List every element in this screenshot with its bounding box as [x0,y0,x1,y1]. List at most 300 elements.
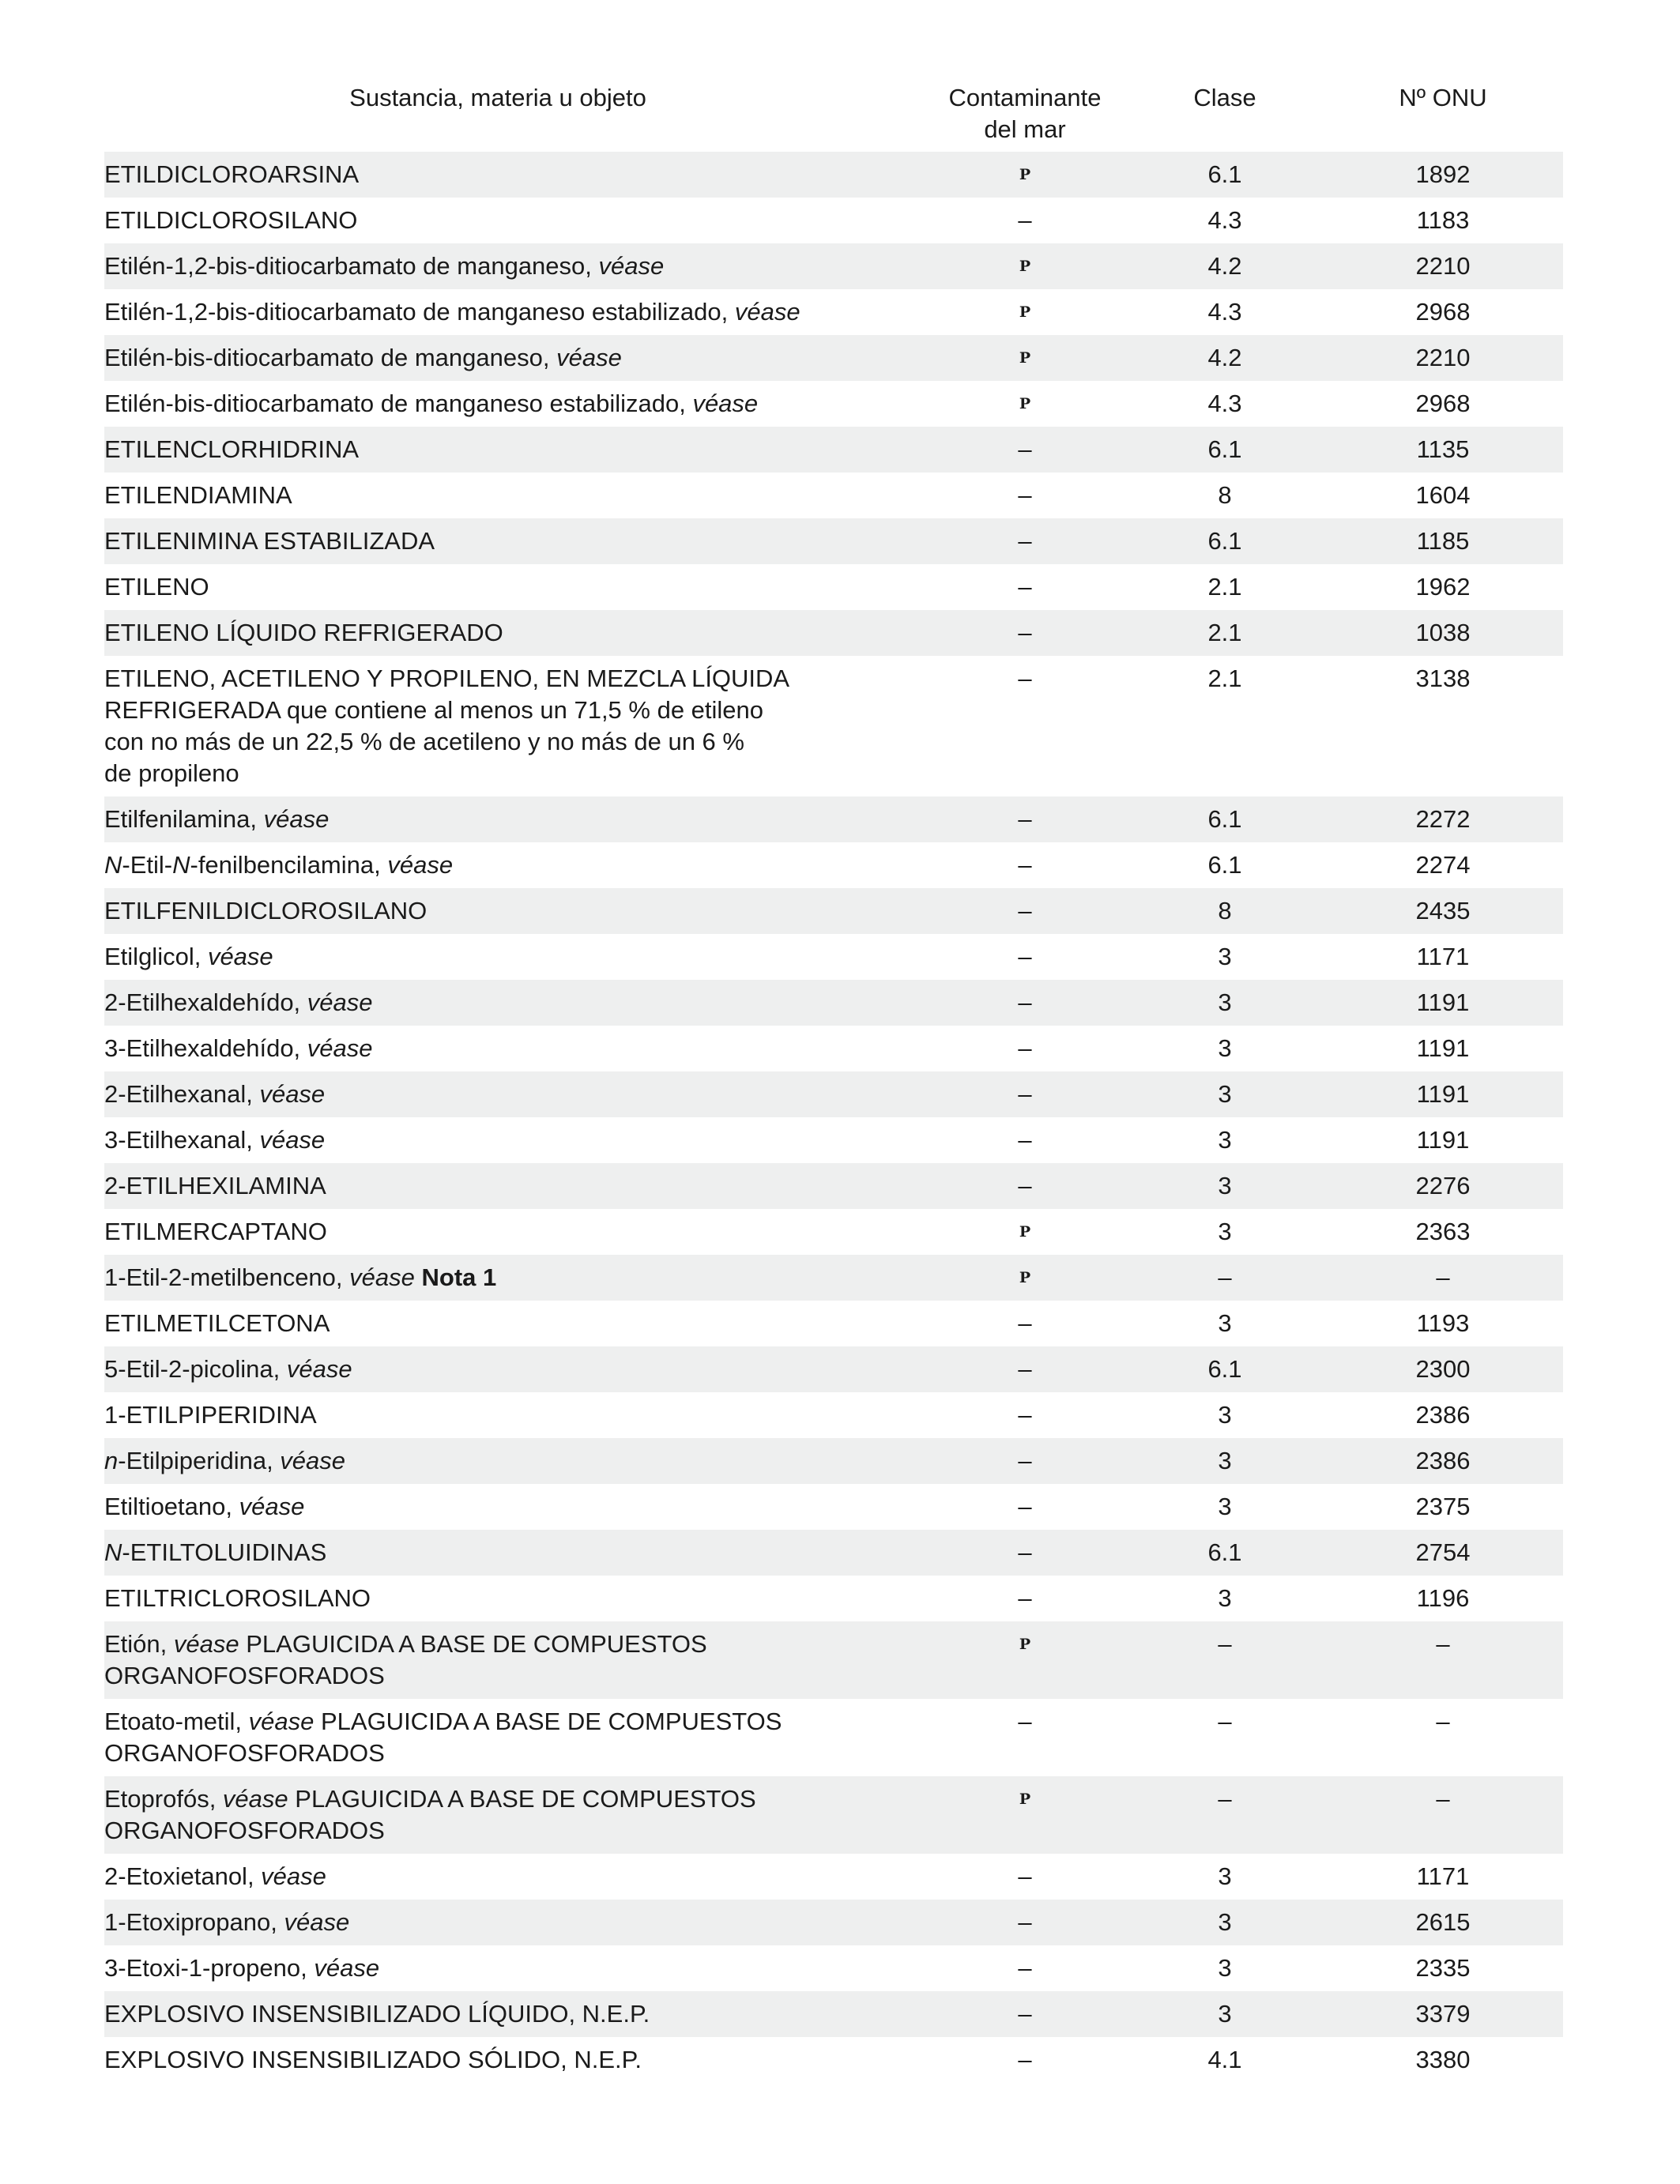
cell-sustancia [104,335,923,381]
cell-sustancia [104,1117,923,1163]
contaminante-value: – [1018,805,1032,833]
cell-contaminante [923,1484,1127,1530]
cell-onu: 2968 [1415,298,1471,326]
table-row [104,796,1563,842]
cell-onu: 2435 [1323,888,1563,934]
substance-text: véase [261,1862,326,1890]
cell-clase: – [1127,1255,1323,1301]
cell-sustancia [104,1991,923,2037]
cell-onu: 1038 [1323,610,1563,656]
cell-clase: 3 [1218,1034,1232,1062]
cell-clase: 3 [1218,1126,1232,1154]
cell-contaminante [923,1854,1127,1900]
cell-sustancia [104,1209,923,1255]
contaminante-value: – [1018,1493,1032,1520]
substance-text: véase [259,1080,326,1108]
table-row [104,1621,1563,1699]
cell-contaminante [923,610,1127,656]
cell-sustancia [104,656,923,796]
cell-onu: 2210 [1323,335,1563,381]
cell-clase: 6.1 [1127,518,1323,564]
table-row [104,243,1563,289]
cell-contaminante [923,1438,1127,1484]
contaminante-value: – [1018,665,1032,692]
cell-clase: – [1127,1776,1323,1854]
substance-text: N [104,851,122,879]
cell-sustancia [104,518,923,564]
cell-clase: 4.2 [1127,243,1323,289]
substance-text: ORGANOFOSFORADOS [104,1739,385,1767]
cell-contaminante [923,1163,1127,1209]
table-row [104,1484,1563,1530]
contaminante-value: – [1018,943,1032,970]
cell-onu: 1892 [1323,152,1563,198]
contaminante-value: – [1018,988,1032,1016]
cell-contaminante [923,1346,1127,1392]
substance-text: véase [259,1126,326,1154]
substance-text: 1-ETILPIPERIDINA [104,1401,317,1429]
cell-contaminante [923,198,1127,243]
cell-contaminante [923,1071,1127,1117]
cell-onu: 1196 [1416,1584,1470,1612]
cell-onu: 2274 [1415,851,1471,879]
contaminante-value: – [1018,1954,1032,1982]
contaminante-value: – [1018,1126,1032,1154]
table-row [104,1854,1563,1900]
cell-onu: 2615 [1323,1900,1563,1945]
substance-text: Etoato-metil, [104,1708,249,1735]
table-row [104,1163,1563,1209]
table-row [104,289,1563,335]
substance-text: véase [556,344,622,371]
cell-onu: 3138 [1415,665,1471,692]
marine-pollutant-mark: P [1019,1636,1031,1653]
substance-text: véase [734,298,800,326]
substance-text: 2-ETILHEXILAMINA [104,1172,326,1199]
substance-text: Etión, [104,1630,174,1658]
table-row [104,1117,1563,1163]
table-row [104,564,1563,610]
cell-onu: – [1323,1255,1563,1301]
substance-text: ETILFENILDICLOROSILANO [104,897,428,924]
cell-onu: 1183 [1416,206,1470,234]
table-row [104,1438,1563,1484]
table-row [104,888,1563,934]
cell-contaminante [923,289,1127,335]
contaminante-value: – [1018,619,1032,646]
table-row [104,1776,1563,1854]
cell-clase: 4.3 [1207,206,1242,234]
table-row [104,1900,1563,1945]
cell-sustancia [104,1026,923,1071]
substance-text: Nota 1 [421,1263,497,1291]
substance-text: Etilén-1,2-bis-ditiocarbamato de manganeso, [104,252,599,280]
cell-clase: 2.1 [1127,610,1323,656]
substance-text: véase [239,1493,305,1520]
cell-clase: 3 [1127,1438,1323,1484]
contaminante-value: – [1018,897,1032,924]
cell-sustancia [104,888,923,934]
cell-clase: 3 [1218,1309,1232,1337]
cell-clase: 6.1 [1127,152,1323,198]
table-row [104,934,1563,980]
table-row [104,842,1563,888]
cell-contaminante [923,1301,1127,1346]
cell-sustancia [104,1438,923,1484]
substance-text: véase [280,1447,346,1474]
contaminante-value: – [1018,1584,1032,1612]
cell-clase: 4.3 [1207,298,1242,326]
cell-clase: 3 [1218,1954,1232,1982]
substance-text: ETILENCLORHIDRINA [104,435,360,463]
cell-contaminante [923,842,1127,888]
cell-sustancia [104,1071,923,1117]
substance-text: ETILENIMINA ESTABILIZADA [104,527,435,555]
substance-text: véase [692,390,759,417]
substance-text: N [104,1538,122,1566]
header-onu: Nº ONU [1399,84,1487,111]
table-row [104,518,1563,564]
cell-clase: – [1218,1708,1232,1735]
cell-contaminante [923,518,1127,564]
cell-sustancia [104,427,923,473]
cell-onu: 1171 [1416,943,1470,970]
cell-clase: 4.2 [1127,335,1323,381]
cell-clase: 3 [1127,1163,1323,1209]
table-row [104,1699,1563,1776]
substance-text: PLAGUICIDA A BASE DE COMPUESTOS [288,1785,756,1813]
cell-sustancia [104,473,923,518]
contaminante-value: – [1018,435,1032,463]
marine-pollutant-mark: P [1019,1269,1031,1286]
substance-text: Etilén-bis-ditiocarbamato de manganeso, [104,344,557,371]
contaminante-value: – [1018,1908,1032,1936]
table-row [104,1576,1563,1621]
cell-sustancia [104,198,923,243]
substance-text: 3-Etilhexaldehído, [104,1034,307,1062]
substance-text: Etilfenilamina, [104,805,264,833]
contaminante-value: – [1018,1355,1032,1383]
table-row [104,152,1563,198]
cell-onu: 2375 [1415,1493,1471,1520]
substance-text: ORGANOFOSFORADOS [104,1817,385,1844]
substance-text: véase [286,1355,352,1383]
substance-text: véase [598,252,665,280]
cell-contaminante [923,1776,1127,1854]
cell-sustancia [104,1255,923,1301]
cell-sustancia [104,934,923,980]
cell-sustancia [104,381,923,427]
substance-text: ETILENO, ACETILENO Y PROPILENO, EN MEZCLA LÍQUIDA [104,665,790,692]
substance-text: ETILENO LÍQUIDO REFRIGERADO [104,619,503,646]
substance-text: n [104,1447,119,1474]
cell-contaminante [923,1209,1127,1255]
cell-onu: 3379 [1323,1991,1563,2037]
substance-text: véase [307,1034,373,1062]
cell-sustancia [104,243,923,289]
substance-text: PLAGUICIDA A BASE DE COMPUESTOS [314,1708,782,1735]
cell-clase: 2.1 [1207,573,1242,601]
cell-contaminante [923,427,1127,473]
cell-clase: 3 [1127,1991,1323,2037]
substance-text: -fenilbencilamina, [190,851,388,879]
cell-onu: 2386 [1323,1438,1563,1484]
cell-sustancia [104,1854,923,1900]
table-row [104,1346,1563,1392]
substance-text: PLAGUICIDA A BASE DE COMPUESTOS [239,1630,707,1658]
cell-onu: 1604 [1415,481,1471,509]
substance-text: 1-Etoxipropano, [104,1908,284,1936]
substance-text: véase [387,851,454,879]
table-row [104,381,1563,427]
substance-text: véase [263,805,330,833]
table-row [104,1945,1563,1991]
substance-text [415,1263,422,1291]
cell-onu: 2754 [1323,1530,1563,1576]
cell-contaminante [923,980,1127,1026]
cell-contaminante [923,1392,1127,1438]
table-row [104,427,1563,473]
substance-text: Etilglicol, [104,943,208,970]
cell-onu: 3380 [1415,2046,1471,2073]
cell-clase: 3 [1218,1584,1232,1612]
cell-onu: 1185 [1323,518,1563,564]
cell-contaminante [923,888,1127,934]
cell-contaminante [923,473,1127,518]
header-contaminante-line2: del mar [984,115,1066,143]
substance-text: 2-Etilhexanal, [104,1080,260,1108]
cell-onu: 2363 [1415,1218,1471,1245]
substance-text: ETILENDIAMINA [104,481,292,509]
contaminante-value: – [1018,2000,1032,2028]
cell-sustancia [104,980,923,1026]
header-contaminante [923,79,1127,152]
substance-text: véase [222,1785,288,1813]
cell-clase: 3 [1218,1218,1232,1245]
cell-onu: – [1436,1708,1450,1735]
cell-sustancia [104,2037,923,2083]
table-row [104,656,1563,796]
cell-onu: 1191 [1323,1071,1563,1117]
cell-onu: 1191 [1416,1126,1470,1154]
cell-contaminante [923,564,1127,610]
substance-text: de propileno [104,759,239,787]
cell-sustancia [104,1301,923,1346]
substance-text: ORGANOFOSFORADOS [104,1662,385,1689]
document-page [104,79,1563,2083]
cell-onu: 1191 [1416,1034,1470,1062]
cell-contaminante [923,381,1127,427]
cell-onu: 2335 [1415,1954,1471,1982]
marine-pollutant-mark: P [1019,395,1031,412]
cell-onu: 1191 [1323,980,1563,1026]
table-row [104,1071,1563,1117]
substance-text: Etilén-1,2-bis-ditiocarbamato de manganeso estabilizado, [104,298,735,326]
cell-clase: 6.1 [1127,427,1323,473]
substance-text: ETILDICLOROSILANO [104,206,358,234]
substance-text: Etilén-bis-ditiocarbamato de manganeso estabilizado, [104,390,693,417]
cell-clase: 6.1 [1127,1530,1323,1576]
marine-pollutant-mark: P [1019,303,1031,321]
substance-text: véase [349,1263,415,1291]
contaminante-value: – [1018,2046,1032,2073]
cell-clase: 8 [1127,888,1323,934]
cell-onu: 2300 [1323,1346,1563,1392]
cell-clase: 3 [1127,1900,1323,1945]
table-row [104,1530,1563,1576]
cell-sustancia [104,1900,923,1945]
cell-contaminante [923,152,1127,198]
table-row [104,1991,1563,2037]
cell-clase: 4.3 [1207,390,1242,417]
substance-text: -ETILTOLUIDINAS [122,1538,327,1566]
header-contaminante-line1: Contaminante [948,84,1102,111]
cell-onu: – [1323,1776,1563,1854]
table-row [104,1255,1563,1301]
substance-text: 2-Etilhexaldehído, [104,988,307,1016]
cell-clase: 2.1 [1207,665,1242,692]
substance-text: -Etil- [122,851,173,879]
substance-text: 3-Etilhexanal, [104,1126,260,1154]
cell-onu: 2210 [1323,243,1563,289]
cell-contaminante [923,1991,1127,2037]
substance-text: ETILTRICLOROSILANO [104,1584,371,1612]
substance-text: véase [173,1630,239,1658]
substance-text: véase [314,1954,380,1982]
table-header-row [104,79,1563,152]
cell-contaminante [923,1530,1127,1576]
cell-sustancia [104,796,923,842]
table-body [104,152,1563,2083]
table-row [104,1026,1563,1071]
cell-clase: 3 [1218,1493,1232,1520]
substance-text: 3-Etoxi-1-propeno, [104,1954,315,1982]
substance-text: véase [248,1708,315,1735]
cell-clase: 3 [1127,980,1323,1026]
cell-sustancia [104,1530,923,1576]
cell-clase: 6.1 [1127,796,1323,842]
cell-contaminante [923,1255,1127,1301]
table-row [104,1301,1563,1346]
cell-sustancia [104,610,923,656]
cell-contaminante [923,1945,1127,1991]
substance-text: véase [307,988,373,1016]
cell-clase: – [1127,1621,1323,1699]
cell-clase: 3 [1218,1401,1232,1429]
cell-contaminante [923,796,1127,842]
cell-contaminante [923,1621,1127,1699]
table-row [104,473,1563,518]
substance-text: N [172,851,190,879]
contaminante-value: – [1018,1309,1032,1337]
table-row [104,2037,1563,2083]
cell-onu: 1193 [1416,1309,1470,1337]
contaminante-value: – [1018,481,1032,509]
marine-pollutant-mark: P [1019,258,1031,275]
cell-contaminante [923,1117,1127,1163]
contaminante-value: – [1018,527,1032,555]
cell-sustancia [104,1346,923,1392]
cell-onu: – [1323,1621,1563,1699]
marine-pollutant-mark: P [1019,1223,1031,1241]
table-row [104,1209,1563,1255]
cell-contaminante [923,243,1127,289]
contaminante-value: – [1018,573,1032,601]
cell-sustancia [104,1163,923,1209]
substance-text: ETILMERCAPTANO [104,1218,327,1245]
cell-sustancia [104,152,923,198]
table-row [104,335,1563,381]
cell-onu: 2276 [1323,1163,1563,1209]
substance-text: -Etilpiperidina, [118,1447,281,1474]
table-row [104,610,1563,656]
cell-contaminante [923,2037,1127,2083]
cell-sustancia [104,564,923,610]
cell-sustancia [104,842,923,888]
marine-pollutant-mark: P [1019,166,1031,183]
substance-text: véase [207,943,273,970]
substance-text: EXPLOSIVO INSENSIBILIZADO LÍQUIDO, N.E.P. [104,2000,650,2028]
cell-clase: 6.1 [1207,851,1242,879]
cell-clase: 6.1 [1127,1346,1323,1392]
contaminante-value: – [1018,1708,1032,1735]
cell-clase: 3 [1127,1071,1323,1117]
header-clase: Clase [1193,84,1256,111]
marine-pollutant-mark: P [1019,349,1031,367]
cell-contaminante [923,1576,1127,1621]
table-row [104,980,1563,1026]
cell-contaminante [923,934,1127,980]
substance-text: ETILDICLOROARSINA [104,160,360,188]
cell-contaminante [923,335,1127,381]
contaminante-value: – [1018,206,1032,234]
substance-text: ETILENO [104,573,209,601]
substance-text: Etiltioetano, [104,1493,239,1520]
cell-sustancia [104,1945,923,1991]
cell-contaminante [923,656,1127,796]
cell-clase: 8 [1218,481,1232,509]
table-row [104,198,1563,243]
cell-onu: 1135 [1323,427,1563,473]
cell-contaminante [923,1026,1127,1071]
cell-contaminante [923,1699,1127,1776]
cell-sustancia [104,1576,923,1621]
header-sustancia: Sustancia, materia u objeto [349,84,646,111]
contaminante-value: – [1018,1401,1032,1429]
table-row [104,1392,1563,1438]
cell-onu: 1962 [1415,573,1471,601]
marine-pollutant-mark: P [1019,1791,1031,1808]
cell-sustancia [104,1392,923,1438]
cell-sustancia [104,1699,923,1776]
contaminante-value: – [1018,1538,1032,1566]
substance-text: REFRIGERADA que contiene al menos un 71,5 % de etileno [104,696,764,724]
cell-sustancia [104,289,923,335]
contaminante-value: – [1018,1447,1032,1474]
substance-text: EXPLOSIVO INSENSIBILIZADO SÓLIDO, N.E.P. [104,2046,642,2073]
cell-sustancia [104,1776,923,1854]
substance-text: véase [284,1908,350,1936]
cell-onu: 1171 [1416,1862,1470,1890]
substance-text: 2-Etoxietanol, [104,1862,262,1890]
substance-text: 5-Etil-2-picolina, [104,1355,287,1383]
cell-onu: 2968 [1415,390,1471,417]
cell-contaminante [923,1900,1127,1945]
substance-table [104,79,1563,2083]
cell-clase: 3 [1218,943,1232,970]
contaminante-value: – [1018,1080,1032,1108]
cell-clase: 4.1 [1207,2046,1242,2073]
